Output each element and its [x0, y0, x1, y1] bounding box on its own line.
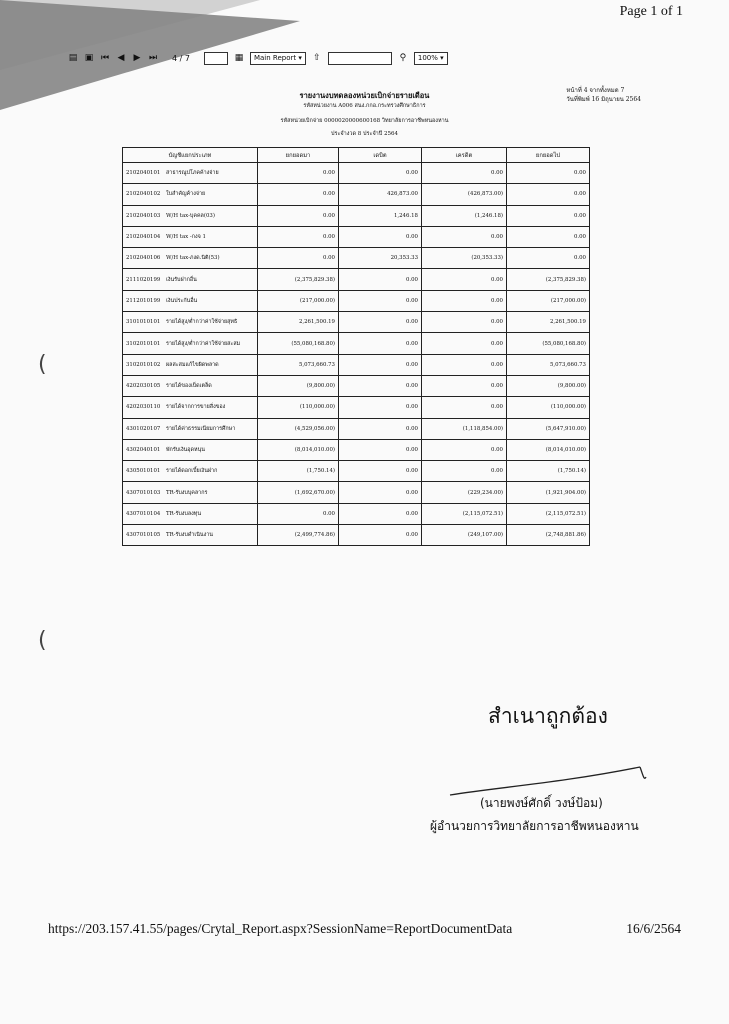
up-arrow-icon[interactable]: ⇧ [313, 53, 321, 63]
cell-brought-forward: (4,529,056.00) [258, 418, 339, 439]
margin-mark: ( [38, 352, 47, 377]
report-toolbar [68, 52, 448, 65]
cell-carried-forward: (9,800.00) [507, 375, 590, 396]
cell-brought-forward: (55,080,168.80) [258, 333, 339, 354]
account-code: 2102040106 [126, 255, 161, 262]
cell-debit: 0.00 [339, 439, 422, 460]
cell-debit: 0.00 [339, 375, 422, 396]
cell-account [123, 290, 258, 311]
account-code: 4307010104 [126, 510, 161, 517]
cell-brought-forward: (217,000.00) [258, 290, 339, 311]
cell-carried-forward: (5,647,910.00) [507, 418, 590, 439]
certified-copy-text: สำเนาถูกต้อง [488, 704, 608, 728]
zoom-select[interactable]: 100% ▾ [414, 52, 448, 65]
cell-debit: 0.00 [339, 269, 422, 290]
account-code: 2111020199 [126, 276, 161, 283]
account-code: 2102040101 [126, 170, 161, 177]
table-row [123, 226, 590, 247]
table-row [123, 312, 590, 333]
account-name: W/H tax-ภงด.นิติ(53) [166, 255, 220, 262]
footer-url: https://203.157.41.55/pages/Crytal_Report.aspx?SessionName=ReportDocumentData [48, 921, 513, 936]
cell-account [123, 439, 258, 460]
cell-account [123, 461, 258, 482]
cell-credit: (1,246.18) [422, 205, 507, 226]
account-name: สาธารณูปโภคค้างจ่าย [166, 170, 219, 177]
cell-carried-forward: (110,000.00) [507, 397, 590, 418]
header-credit: เครดิต [422, 148, 507, 163]
cell-account [123, 418, 258, 439]
cell-debit: 0.00 [339, 525, 422, 546]
cell-account [123, 163, 258, 184]
table-row [123, 333, 590, 354]
cell-debit: 1,246.18 [339, 205, 422, 226]
cell-credit: 0.00 [422, 397, 507, 418]
goto-page-input[interactable] [204, 52, 228, 65]
cell-credit: 0.00 [422, 461, 507, 482]
cell-account [123, 269, 258, 290]
account-name: รายได้สูง/ต่ำกว่าค่าใช้จ่ายสะสม [166, 340, 241, 347]
cell-debit: 0.00 [339, 503, 422, 524]
account-code: 2112010199 [126, 297, 161, 304]
account-code: 2102040104 [126, 234, 161, 241]
table-row [123, 248, 590, 269]
table-row [123, 163, 590, 184]
account-name: ผลสะสมแก้ไขผิดพลาด [166, 361, 219, 368]
cell-credit: 0.00 [422, 439, 507, 460]
cell-account [123, 482, 258, 503]
cell-brought-forward: 0.00 [258, 503, 339, 524]
cell-brought-forward: (2,499,774.86) [258, 525, 339, 546]
cell-carried-forward: 0.00 [507, 205, 590, 226]
cell-account [123, 205, 258, 226]
account-name: TR-รับงบลงทุน [166, 510, 202, 517]
table-row [123, 205, 590, 226]
binoculars-icon[interactable]: ⚲ [399, 53, 407, 63]
cell-carried-forward: 0.00 [507, 184, 590, 205]
cell-debit: 0.00 [339, 354, 422, 375]
cell-credit: (249,107.00) [422, 525, 507, 546]
cell-account [123, 375, 258, 396]
account-name: พักรับเงินอุดหนุน [166, 447, 205, 453]
cell-brought-forward: 0.00 [258, 163, 339, 184]
cell-debit: 426,873.00 [339, 184, 422, 205]
account-code: 4301020107 [126, 425, 161, 432]
table-row [123, 418, 590, 439]
cell-debit: 20,353.33 [339, 248, 422, 269]
page-info: หน้าที่ 4 จากทั้งหมด 7 [566, 87, 625, 94]
print-date: วันที่พิมพ์ 16 มิถุนายน 2564 [566, 96, 641, 103]
cell-credit: 0.00 [422, 333, 507, 354]
trial-balance-table [122, 147, 590, 546]
export-icon[interactable]: ▤ [68, 53, 78, 63]
account-code: 4305010101 [126, 468, 161, 475]
signer-name: (นายพงษ์ศักดิ์ วงษ์ป้อม) [480, 796, 603, 810]
cell-carried-forward: (2,115,072.51) [507, 503, 590, 524]
account-name: รายได้จากการขายสิ่งของ [166, 404, 226, 411]
table-row [123, 461, 590, 482]
cell-account [123, 354, 258, 375]
cell-carried-forward: 0.00 [507, 248, 590, 269]
cell-account [123, 333, 258, 354]
page-label: Page 1 of 1 [619, 4, 683, 19]
cell-debit: 0.00 [339, 312, 422, 333]
table-row [123, 354, 590, 375]
cell-brought-forward: 0.00 [258, 205, 339, 226]
cell-debit: 0.00 [339, 290, 422, 311]
account-code: 4307010105 [126, 532, 161, 539]
report-select[interactable]: Main Report ▾ [250, 52, 306, 65]
cell-credit: (229,234.00) [422, 482, 507, 503]
cell-carried-forward: (217,000.00) [507, 290, 590, 311]
prev-page-icon[interactable]: ◀ [117, 53, 125, 63]
account-name: เงินรับฝากอื่น [166, 276, 197, 283]
cell-carried-forward: (2,748,881.86) [507, 525, 590, 546]
cell-credit: (2,115,072.51) [422, 503, 507, 524]
account-name: รายได้ดอกเบี้ยเงินฝาก [166, 468, 218, 475]
account-code: 4202030105 [126, 383, 161, 390]
signer-title: ผู้อำนวยการวิทยาลัยการอาชีพหนองหาน [430, 819, 639, 833]
header-carried-forward: ยกยอดไป [507, 148, 590, 163]
account-name: รายได้ค่าธรรมเนียมการศึกษา [166, 425, 236, 432]
cell-brought-forward: (8,014,010.00) [258, 439, 339, 460]
cell-account [123, 248, 258, 269]
account-code: 4302040101 [126, 447, 161, 453]
cell-debit: 0.00 [339, 461, 422, 482]
table-row [123, 525, 590, 546]
table-row [123, 503, 590, 524]
cell-credit: 0.00 [422, 354, 507, 375]
account-name: รายได้สูง/ต่ำกว่าค่าใช้จ่ายสุทธิ [166, 319, 238, 326]
cell-brought-forward: (2,375,829.38) [258, 269, 339, 290]
cell-brought-forward: 2,261,500.19 [258, 312, 339, 333]
cell-debit: 0.00 [339, 226, 422, 247]
table-row [123, 290, 590, 311]
account-name: W/H tax-บุคคล(03) [166, 212, 215, 219]
cell-account [123, 397, 258, 418]
cell-carried-forward: (8,014,010.00) [507, 439, 590, 460]
account-code: 3102010101 [126, 340, 161, 347]
print-icon[interactable]: ▣ [84, 53, 94, 63]
cell-credit: (20,353.33) [422, 248, 507, 269]
next-page-icon[interactable]: ▶ [133, 53, 141, 63]
table-row [123, 375, 590, 396]
cell-carried-forward: 5,073,660.73 [507, 354, 590, 375]
header-account: บัญชีแยกประเภท [123, 148, 258, 163]
cell-credit: 0.00 [422, 163, 507, 184]
table-row [123, 482, 590, 503]
table-row [123, 184, 590, 205]
account-code: 2102040102 [126, 191, 161, 198]
account-name: ใบสำคัญค้างจ่าย [166, 191, 206, 198]
cell-debit: 0.00 [339, 397, 422, 418]
cell-carried-forward: 2,261,500.19 [507, 312, 590, 333]
cell-debit: 0.00 [339, 418, 422, 439]
cell-debit: 0.00 [339, 163, 422, 184]
account-name: รายได้ของเบ็ดเตล็ด [166, 383, 212, 390]
report-agency: รหัสหน่วยงาน A006 สนง.กกอ.กระทรวงศึกษาธิการ [303, 103, 426, 109]
footer-date: 16/6/2564 [626, 921, 681, 936]
group-tree-icon[interactable]: ▦ [234, 53, 244, 63]
cell-brought-forward: (9,800.00) [258, 375, 339, 396]
account-code: 3101010101 [126, 319, 161, 326]
report-title: รายงานงบทดลองหน่วยเบิกจ่ายรายเดือน [299, 91, 430, 100]
cell-carried-forward: (1,750.14) [507, 461, 590, 482]
header-brought-forward: ยกยอดมา [258, 148, 339, 163]
account-code: 4202030110 [126, 404, 161, 411]
cell-credit: (1,118,854.00) [422, 418, 507, 439]
account-code: 4307010103 [126, 489, 161, 496]
cell-account [123, 226, 258, 247]
cell-account [123, 503, 258, 524]
cell-brought-forward: 0.00 [258, 248, 339, 269]
cell-carried-forward: (1,921,904.00) [507, 482, 590, 503]
account-name: เงินประกันอื่น [166, 297, 198, 304]
table-row [123, 397, 590, 418]
search-input[interactable] [328, 52, 392, 65]
cell-brought-forward: 5,073,660.73 [258, 354, 339, 375]
cell-credit: 0.00 [422, 375, 507, 396]
table-row [123, 439, 590, 460]
table-row [123, 269, 590, 290]
cell-carried-forward: (55,080,168.80) [507, 333, 590, 354]
account-code: 3102010102 [126, 361, 161, 368]
account-name: TR-รับงบดำเนินงาน [166, 532, 213, 539]
report-period: ประจำงวด 8 ประจำปี 2564 [331, 131, 398, 137]
cell-credit: 0.00 [422, 290, 507, 311]
account-name: TR-รับงบบุคลากร [166, 489, 208, 496]
cell-account [123, 525, 258, 546]
last-page-icon[interactable]: ⏭ [148, 53, 158, 63]
cell-credit: 0.00 [422, 226, 507, 247]
first-page-icon[interactable]: ⏮ [100, 53, 110, 63]
cell-account [123, 312, 258, 333]
cell-credit: 0.00 [422, 312, 507, 333]
cell-carried-forward: (2,375,829.38) [507, 269, 590, 290]
account-code: 2102040103 [126, 212, 161, 219]
header-debit: เดบิต [339, 148, 422, 163]
cell-debit: 0.00 [339, 333, 422, 354]
page-counter: 4 / 7 [172, 54, 190, 63]
cell-credit: (426,873.00) [422, 184, 507, 205]
cell-brought-forward: (1,692,670.00) [258, 482, 339, 503]
cell-brought-forward: 0.00 [258, 226, 339, 247]
account-name: W/H tax -กงจ 1 [166, 234, 206, 241]
cell-carried-forward: 0.00 [507, 163, 590, 184]
report-unit: รหัสหน่วยเบิกจ่าย 0000020000600168 วิทยาลัยการอาชีพหนองหาน [280, 118, 449, 124]
cell-debit: 0.00 [339, 482, 422, 503]
report-meta [566, 86, 641, 104]
cell-brought-forward: (1,750.14) [258, 461, 339, 482]
cell-brought-forward: 0.00 [258, 184, 339, 205]
margin-mark: ( [38, 628, 47, 653]
cell-brought-forward: (110,000.00) [258, 397, 339, 418]
cell-carried-forward: 0.00 [507, 226, 590, 247]
table-header-row [123, 148, 590, 163]
cell-account [123, 184, 258, 205]
cell-credit: 0.00 [422, 269, 507, 290]
